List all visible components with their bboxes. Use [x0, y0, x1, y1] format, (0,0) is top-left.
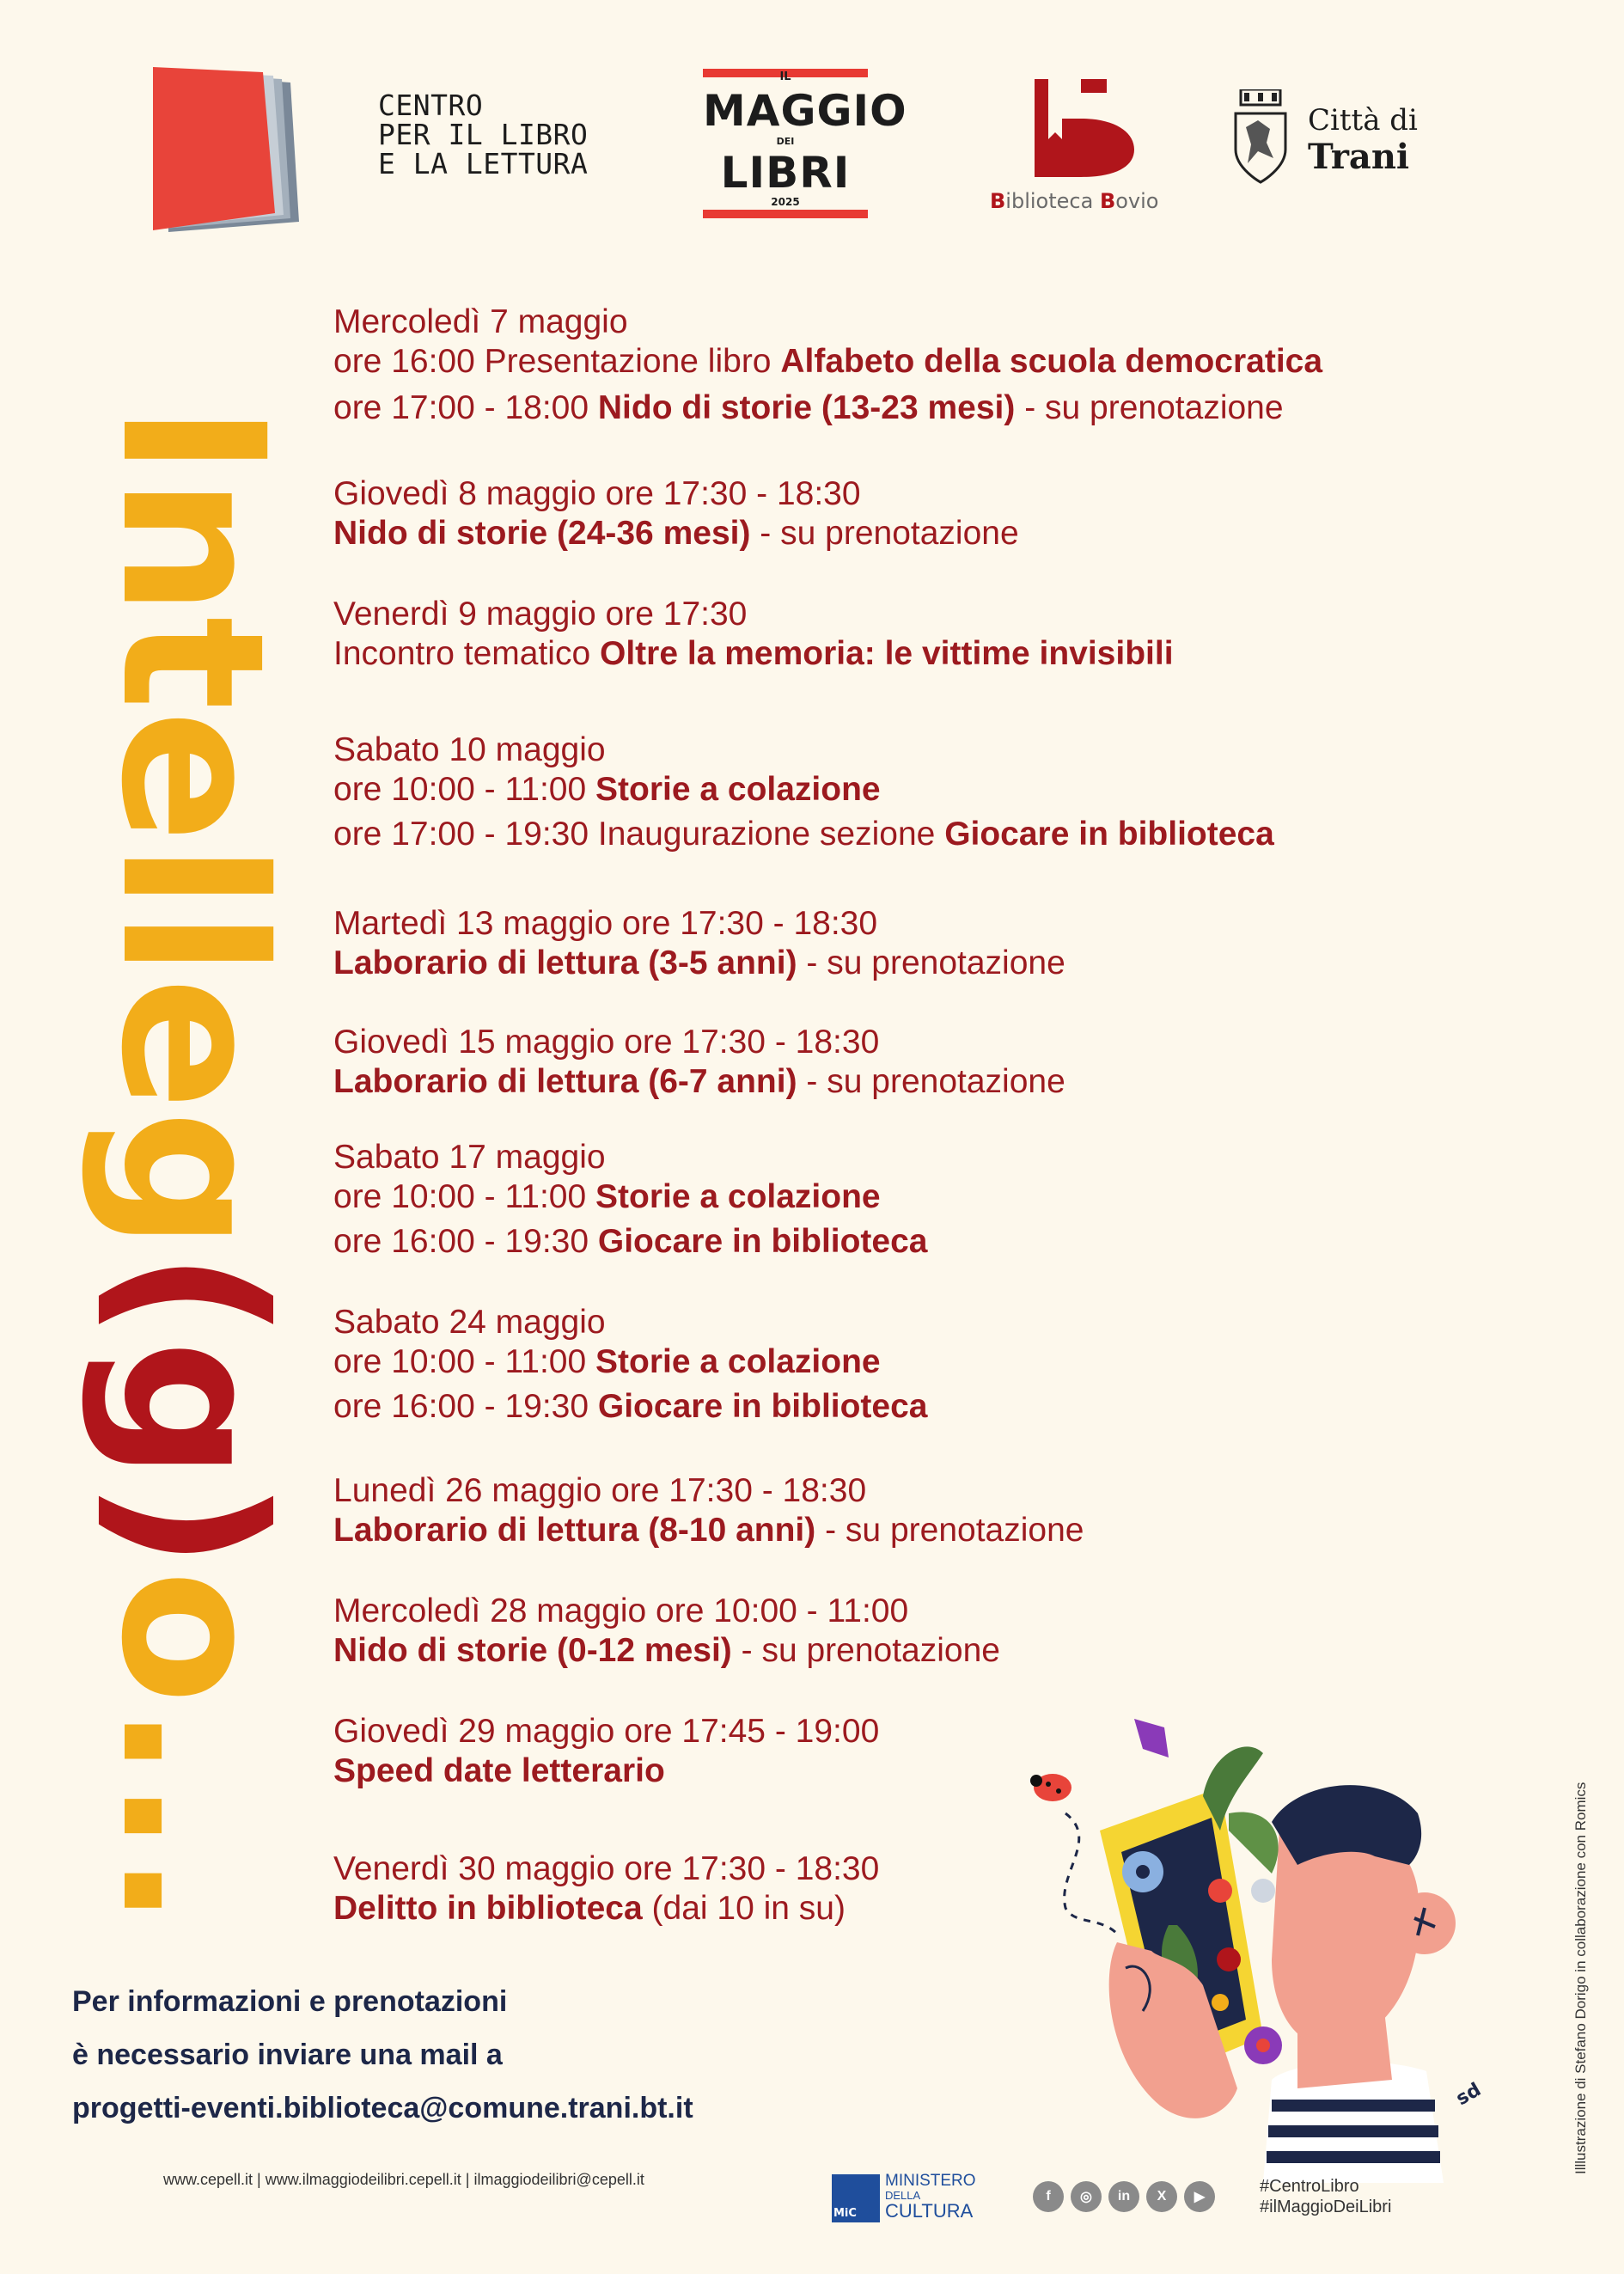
event-line [333, 1889, 846, 1929]
event-note: - su prenotazione [797, 944, 1065, 981]
hashtag: #CentroLibro [1260, 2177, 1359, 2196]
event-line [333, 904, 877, 944]
event-note: - su prenotazione [815, 1512, 1084, 1549]
event-title: Nido di storie (24-36 mesi) [333, 515, 751, 552]
event-text: Giovedì 15 maggio ore 17:30 - 18:30 [333, 1024, 880, 1061]
event-text: ore 17:00 - 19:30 Inaugurazione sezione [333, 816, 945, 853]
bovio-rest2: ovio [1115, 189, 1159, 213]
citta-di: Città di [1308, 103, 1418, 138]
title-part1: Intelleg [78, 404, 307, 1250]
trani-crest-icon [1232, 89, 1289, 184]
event-line [333, 1303, 606, 1342]
event-title: Alfabeto della scuola democratica [780, 343, 1323, 380]
hashtags [1260, 2176, 1391, 2217]
event-text: ore 16:00 - 19:30 [333, 1223, 598, 1260]
event-line [333, 1712, 879, 1751]
event-text: ore 16:00 - 19:30 [333, 1388, 598, 1425]
mic-badge-label: MiC [833, 2207, 857, 2220]
event-line [333, 342, 1322, 382]
event-title: Laborario di lettura (8-10 anni) [333, 1512, 816, 1549]
youtube-icon[interactable]: ▶ [1184, 2181, 1215, 2212]
event-note: - su prenotazione [731, 1632, 1000, 1669]
event-line [333, 303, 628, 342]
event-title: Giocare in biblioteca [597, 1388, 928, 1425]
bovio-b1: B [990, 189, 1006, 213]
social-icons [1033, 2181, 1215, 2212]
event-line [333, 1177, 881, 1217]
maggio-dei-libri-logo [703, 69, 907, 220]
event-title: Nido di storie (0-12 mesi) [333, 1632, 732, 1669]
event-text: ore 10:00 - 11:00 [333, 771, 595, 808]
maggio-dei: DEI [776, 136, 795, 147]
event-line [333, 1138, 606, 1177]
maggio-libri: LIBRI [720, 148, 851, 198]
event-line [333, 1471, 866, 1511]
event-title: Storie a colazione [595, 1343, 881, 1380]
trani-name: Trani [1308, 137, 1410, 177]
event-line [333, 388, 1284, 428]
bovio-b2: B [1099, 189, 1116, 213]
event-text: Incontro tematico [333, 635, 600, 672]
event-line [333, 944, 1065, 983]
event-text: ore 16:00 Presentazione libro [333, 343, 781, 380]
maggio-year: 2025 [771, 196, 800, 208]
biblioteca-bovio-text [990, 189, 1158, 213]
bovio-rest1: iblioteca [1005, 189, 1100, 213]
vertical-title-text [78, 404, 307, 1929]
event-title: Laborario di lettura (3-5 anni) [333, 944, 797, 981]
event-text: Venerdì 30 maggio ore 17:30 - 18:30 [333, 1850, 880, 1887]
hashtag: #ilMaggioDeiLibri [1260, 2198, 1392, 2216]
event-text: Mercoledì 7 maggio [333, 303, 628, 340]
cepell-logo-text [378, 91, 588, 179]
event-line [333, 514, 1019, 553]
event-text: Giovedì 8 maggio ore 17:30 - 18:30 [333, 475, 861, 512]
event-text: ore 10:00 - 11:00 [333, 1343, 595, 1380]
event-text: Venerdì 9 maggio ore 17:30 [333, 596, 748, 633]
event-line [333, 474, 861, 514]
ministero-cultura-logo [832, 2173, 986, 2224]
event-line [333, 1631, 1000, 1671]
event-text: Giovedì 29 maggio ore 17:45 - 19:00 [333, 1713, 880, 1750]
maggio-word: MAGGIO [703, 86, 907, 136]
event-line [333, 815, 1274, 854]
event-text: Sabato 10 maggio [333, 731, 606, 768]
info-box [72, 1975, 693, 2135]
instagram-icon[interactable]: ◎ [1071, 2181, 1102, 2212]
illustration-credit: Illlustrazione di Stefano Dorigo in collaborazione con Romics [1572, 1782, 1589, 2174]
x-icon[interactable]: X [1146, 2181, 1177, 2212]
mic-badge-box [832, 2174, 880, 2222]
info-email-link[interactable]: progetti-eventi.biblioteca@comune.trani.bt.it [72, 2092, 693, 2124]
cepell-line: CENTRO [378, 89, 484, 122]
event-line [333, 1387, 928, 1427]
biblioteca-bovio-logo [1029, 79, 1136, 177]
event-note: - su prenotazione [797, 1063, 1065, 1100]
event-text: Sabato 24 maggio [333, 1304, 606, 1341]
event-note: - su prenotazione [1015, 389, 1284, 426]
event-title: Oltre la memoria: le vittime invisibili [599, 635, 1174, 672]
event-line [333, 1222, 928, 1262]
maggio-il: IL [779, 70, 791, 83]
footer-links[interactable]: www.cepell.it | www.ilmaggiodeilibri.cepell.it | ilmaggiodeilibri@cepell.it [163, 2171, 644, 2188]
svg-text:sd: sd [1452, 2079, 1485, 2111]
event-title: Speed date letterario [333, 1752, 665, 1789]
event-line [333, 595, 747, 634]
event-line [333, 634, 1174, 674]
citta-di-trani-text [1308, 103, 1418, 177]
event-title: Giocare in biblioteca [597, 1223, 928, 1260]
linkedin-icon[interactable]: in [1108, 2181, 1139, 2212]
event-text: ore 10:00 - 11:00 [333, 1178, 595, 1215]
event-line [333, 1592, 908, 1631]
event-note: - su prenotazione [750, 515, 1019, 552]
facebook-icon[interactable]: f [1033, 2181, 1064, 2212]
event-text: Martedì 13 maggio ore 17:30 - 18:30 [333, 905, 878, 942]
event-text: Mercoledì 28 maggio ore 10:00 - 11:00 [333, 1592, 909, 1629]
reading-person-illustration [1014, 1702, 1495, 2183]
title-part2: (g) [78, 1250, 307, 1570]
cepell-book-logo [153, 67, 312, 232]
cepell-line: PER IL LIBRO [378, 118, 589, 151]
info-line: Per informazioni e prenotazioni [72, 1985, 508, 2018]
event-line [333, 1062, 1065, 1102]
event-line [333, 1849, 879, 1889]
event-title: Delitto in biblioteca [333, 1890, 643, 1927]
event-note: (dai 10 in su) [642, 1890, 846, 1927]
event-title: Storie a colazione [595, 771, 881, 808]
mic-line3: CULTURA [885, 2200, 974, 2222]
info-line: è necessario inviare una mail a [72, 2039, 503, 2071]
event-line [333, 1511, 1084, 1550]
event-title: Laborario di lettura (6-7 anni) [333, 1063, 797, 1100]
event-line [333, 1023, 879, 1062]
event-title: Storie a colazione [595, 1178, 881, 1215]
event-text: Lunedì 26 maggio ore 17:30 - 18:30 [333, 1472, 867, 1509]
event-title: Nido di storie (13-23 mesi) [597, 389, 1016, 426]
event-line [333, 770, 881, 810]
cepell-line: E LA LETTURA [378, 147, 589, 180]
title-part3: o... [78, 1569, 307, 1929]
event-line [333, 1342, 881, 1382]
event-title: Giocare in biblioteca [944, 816, 1274, 853]
event-line [333, 1751, 665, 1791]
event-line [333, 730, 606, 770]
mic-line1: MINISTERO [885, 2172, 976, 2190]
event-text: Sabato 17 maggio [333, 1139, 606, 1176]
mic-line2: DELLA [885, 2189, 921, 2202]
event-text: ore 17:00 - 18:00 [333, 389, 598, 426]
